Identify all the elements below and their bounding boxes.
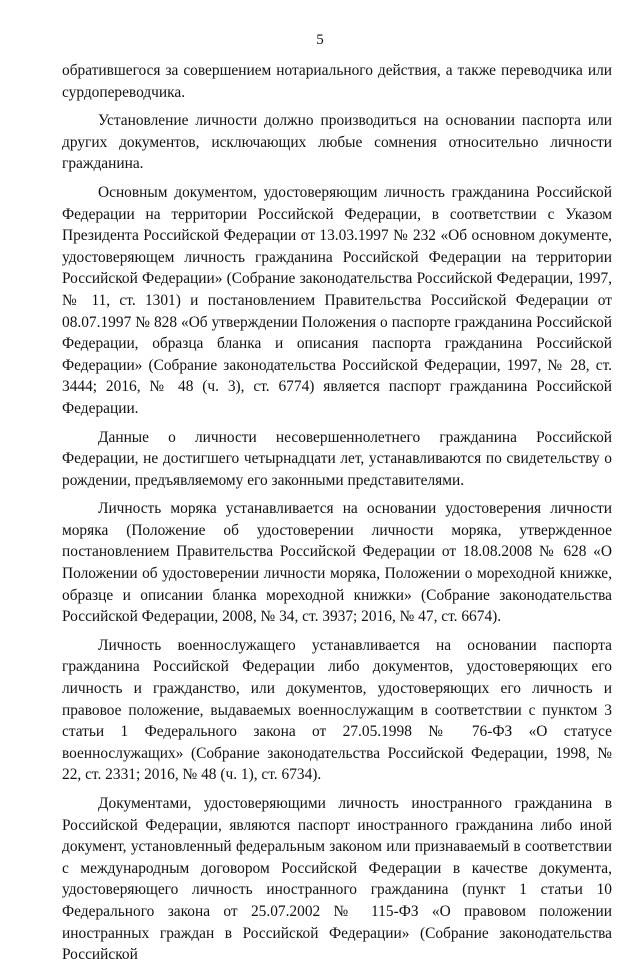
document-body xyxy=(62,60,612,973)
paragraph-minor-citizen: Данные о личности несовершеннолетнего гражданина Российской Федерации, не достигшего четырнадцати лет, устанавливаются по свидетельству о рождении, предъявляемому его законными представителями. xyxy=(62,428,612,489)
paragraph-identity-establishment: Установление личности должно производиться на основании паспорта или других документов, исключающих любые сомнения относительно личности гражданина. xyxy=(62,112,612,173)
paragraph-citizen-passport: Основным документом, удостоверяющим личность гражданина Российской Федерации на территории Российской Федерации, в соответствии с Указом Президента Российской Федерации от 13.03.1997 № 232 «Об основном документе, удостоверяющем личность гражданина Российской Федерации на территории Российской Федерации» (Собрание законодательства Российской Федерации, 1997, № 11, ст. 1301) и постановлением Правительства Российской Федерации от 08.07.1997 № 828 «Об утверждении Положения о паспорте гражданина Российской Федерации, образца бланка и описания паспорта гражданина Российской Федерации» (Собрание законодательства Российской Федерации, 1997, № 28, ст. 3444; 2016, № 48 (ч. 3), ст. 6774) является паспорт гражданина Российской Федерации. xyxy=(62,183,612,417)
paragraph-continuation: обратившегося за совершением нотариального действия, а также переводчика или сурдопереводчика. xyxy=(62,62,612,101)
paragraph-foreign-citizen: Документами, удостоверяющими личность иностранного гражданина в Российской Федерации, являются паспорт иностранного гражданина либо иной документ, установленный федеральным законом или признаваемый в соответствии с международным договором Российской Федерации в качестве документа, удостоверяющего личность иностранного гражданина (пункт 1 статьи 10 Федерального закона от 25.07.2002 № 115-ФЗ «О правовом положении иностранных граждан в Российской Федерации» (Собрание законодательства Российской xyxy=(62,795,612,964)
paragraph-military-identity: Личность военнослужащего устанавливается на основании паспорта гражданина Российской Федерации либо документов, удостоверяющих его личность и гражданство, или документов, удостоверяющих его личность и правовое положение, выдаваемых военнослужащим в соответствии с пунктом 3 статьи 1 Федерального закона от 27.05.1998 № 76-ФЗ «О статусе военнослужащих» (Собрание законодательства Российской Федерации, 1998, № 22, ст. 2331; 2016, № 48 (ч. 1), ст. 6734). xyxy=(62,636,612,784)
paragraph-seaman-identity: Личность моряка устанавливается на основании удостоверения личности моряка (Положение об удостоверении личности моряка, утвержденное постановлением Правительства Российской Федерации от 18.08.2008 № 628 «О Положении об удостоверении личности моряка, Положении о мореходной книжке, образце и описании бланка мореходной книжки» (Собрание законодательства Российской Федерации, 2008, № 34, ст. 3937; 2016, № 47, ст. 6674). xyxy=(62,500,612,626)
page-number: 5 xyxy=(316,32,324,48)
